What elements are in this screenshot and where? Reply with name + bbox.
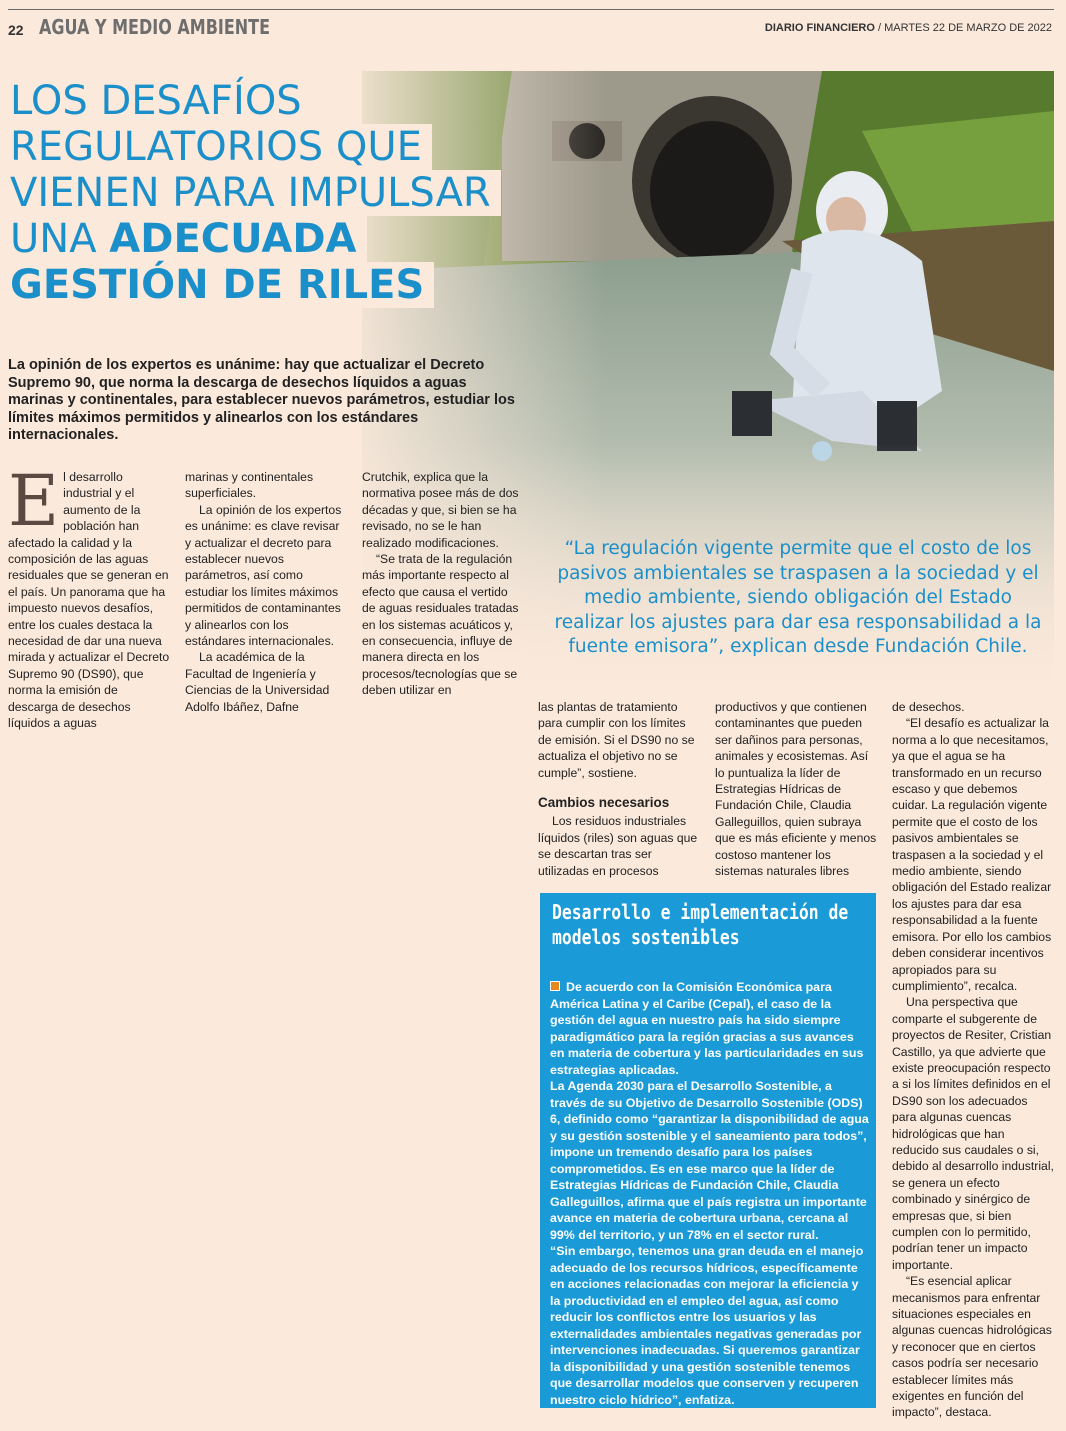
col6-p4: “Es esencial aplicar mecanismos para enfrentar situaciones especiales en algunas cuencas hidrológicas y reconocer que en ciertos casos podría ser necesario establecer límites más exigentes en función del impacto”, destaca.	[892, 1274, 1052, 1420]
col4-p1: las plantas de tratamiento para cumplir con los límites de emisión. Si el DS90 no se actualiza el objetivo no se cumple”, sostiene.	[538, 700, 695, 780]
headline-line-4-normal: UNA	[10, 216, 110, 262]
col5-p1: productivos y que contienen contaminantes que pueden ser dañinos para personas, animales y ecosistemas. Así lo puntualiza la líder de Estrategias Hídricas de Fundación Chile, Claudia Galleguillos, quien subraya que es más eficiente y menos costoso mantener los sistemas naturales libres	[715, 700, 877, 879]
sidebar-box-title	[552, 900, 849, 950]
col2-p1: marinas y continentales superficiales.	[185, 470, 314, 501]
pull-quote: “La regulación vigente permite que el costo de los pasivos ambientales se traspasen a la sociedad y el medio ambiente, siendo obligación del Estado realizar los ajustes para dar esa responsabilidad a la fuente emisora”, explican desde Fundación Chile.	[554, 538, 1042, 657]
masthead	[765, 22, 1052, 34]
body-column-4	[538, 699, 700, 879]
body-column-5	[715, 699, 877, 879]
col1-p1: l desarrollo industrial y el aumento de la población han afectado la calidad y la composición de las aguas residuales que se generan en el país. Un panorama que ha impuesto nuevos desafíos, entre los cuales destaca la necesidad de dar una nueva mirada y actualizar el Decreto Supremo 90 (DS90), que norma la emisión de descarga de desechos líquidos a aguas	[8, 470, 170, 731]
col6-p2: “El desafío es actualizar la norma a lo que necesitamos, ya que el agua se ha transformado en un recurso escaso y que debemos cuidar. La regulación vigente permite que el costo de los pasivos ambientales se traspasen a la sociedad y el medio ambiente, siendo obligación del Estado realizar los ajustes para dar esa responsabilidad a la fuente emisora. Por ello los cambios deben considerar incentivos apropiados para su cumplimiento”, recalca.	[892, 716, 1052, 993]
headline-line-1: LOS DESAFÍOS	[8, 78, 312, 124]
headline-line-3: VIENEN PARA IMPULSAR	[8, 170, 501, 216]
drop-cap: E	[8, 460, 60, 542]
headline-line-4	[8, 216, 367, 262]
body-column-6	[892, 699, 1054, 1421]
sidebar-box-title-line-2: modelos sostenibles	[552, 925, 740, 949]
col6-p3: Una perspectiva que comparte el subgerente de proyectos de Resiter, Cristian Castillo, ya que advierte que existe preocupación respecto a si los límites definidos en el DS90 son los adecuados para algunas cuencas hidrológicas que han reducido sus caudales o si, debido al desarrollo industrial, se genera un efecto combinado y sinérgico de empresas que, si bien cumplen con lo permitido, podrían tener un impacto importante.	[892, 995, 1054, 1272]
top-rule	[8, 9, 1054, 10]
page-number: 22	[8, 22, 24, 38]
sidebar-box-title-line-1: Desarrollo e implementación de	[552, 900, 849, 924]
col3-p2: “Se trata de la regulación más importante respecto al efecto que causa el vertido de aguas residuales tratadas en los sistemas acuáticos y, en consecuencia, influye de manera directa en los procesos/tecnologías que se deben utilizar en	[362, 552, 519, 698]
col6-p1: de desechos.	[892, 700, 965, 714]
headline-line-5	[8, 262, 434, 308]
col2-p2: La opinión de los expertos es unánime: es clave revisar y actualizar el decreto para establecer nuevos parámetros, así como estudiar los límites máximos permitidos de contaminantes y alinearlos con los estándares internacionales.	[185, 502, 342, 649]
col4-p2: Los residuos industriales líquidos (riles) son aguas que se descartan tras ser utilizadas en procesos	[538, 814, 698, 878]
box-p2: La Agenda 2030 para el Desarrollo Sostenible, a través de su Objetivo de Desarrollo Sostenible (ODS) 6, definido como “garantizar la disponibilidad de agua y su gestión sostenible y el saneamiento para todos”, impone un tremendo desafío para los países comprometidos. Es en ese marco que la líder de Estrategias Hídricas de Fundación Chile, Claudia Galleguillos, afirma que el país registra un importante avance en materia de cobertura urbana, cercana al 99% del territorio, y un 78% en el sector rural.	[550, 1079, 869, 1242]
box-p3: “Sin embargo, tenemos una gran deuda en el manejo adecuado de los recursos hídricos, específicamente en acciones relacionadas con mejorar la eficiencia y la productividad en el empleo del agua, así como reducir los conflictos entre los usuarios y las externalidades ambientales negativas generadas por intervenciones inadecuadas. Si queremos garantizar la disponibilidad y una gestión sostenible tenemos que desarrollar modelos que conserven y recuperen nuestro ciclo hídrico”, enfatiza.	[550, 1244, 864, 1407]
headline-line-5-bold: GESTIÓN DE RILES	[10, 262, 425, 308]
publication-name: DIARIO FINANCIERO	[764, 22, 875, 34]
headline	[8, 78, 501, 308]
headline-line-4-bold: ADECUADA	[109, 216, 357, 262]
body-column-2	[185, 469, 347, 715]
lead-paragraph: La opinión de los expertos es unánime: hay que actualizar el Decreto Supremo 90, que norma la descarga de desechos líquidos a aguas marinas y continentales, para establecer nuevos parámetros, estudiar los límites máximos permitidos y alinearlos con los estándares internacionales.	[8, 357, 515, 443]
box-p1: De acuerdo con la Comisión Económica para América Latina y el Caribe (Cepal), el caso de la gestión del agua en nuestro país ha sido siempre paradigmático para la región gracias a sus avances en materia de cobertura y las particularidades en sus estrategias aplicadas.	[550, 980, 864, 1077]
subhead-cambios: Cambios necesarios	[538, 795, 670, 811]
orange-square-icon	[550, 981, 560, 991]
headline-line-2: REGULATORIOS QUE	[8, 124, 432, 170]
col3-p1: Crutchik, explica que la normativa posee más de dos décadas y que, si bien se ha revisado, no se le han realizado modificaciones.	[362, 470, 519, 550]
publication-date: / MARTES 22 DE MARZO DE 2022	[874, 22, 1052, 34]
body-column-3	[362, 469, 524, 699]
section-title: AGUA Y MEDIO AMBIENTE	[39, 15, 270, 39]
col2-p3: La académica de la Facultad de Ingeniería y Ciencias de la Universidad Adolfo Ibáñez, Dafne	[185, 650, 330, 714]
sidebar-box-text	[550, 979, 870, 1408]
body-column-1	[8, 460, 170, 732]
